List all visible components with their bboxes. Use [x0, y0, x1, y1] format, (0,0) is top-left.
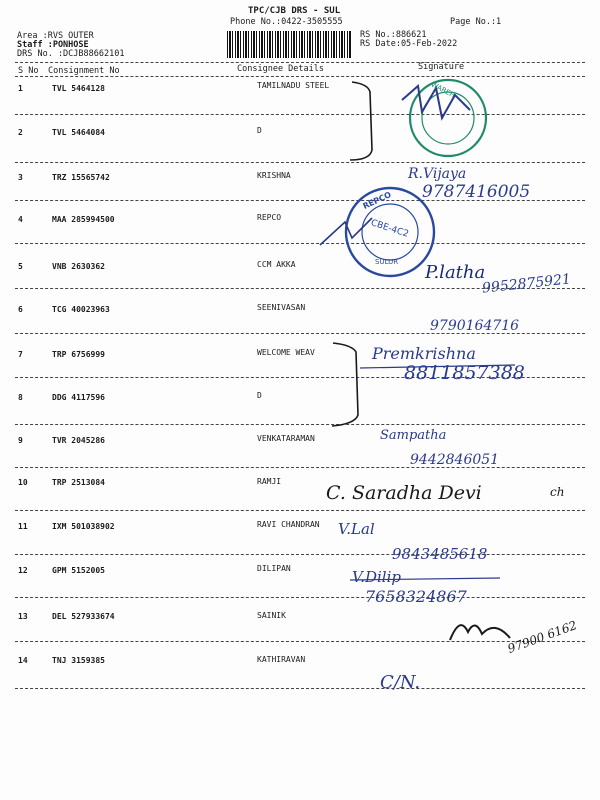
rs-date: RS Date:05-Feb-2022	[360, 39, 458, 49]
col-consignment: Consignment No	[48, 66, 120, 76]
page-number: Page No.:1	[450, 17, 502, 27]
row-consignment: MAA 285994500	[52, 215, 115, 224]
row-consignment: TNJ 3159385	[52, 656, 105, 665]
row-consignment: VNB 2630362	[52, 262, 105, 271]
col-sno: S No	[18, 66, 39, 76]
stamp-text: CBE-4C2	[369, 218, 410, 240]
bracket-mark	[350, 82, 372, 160]
row-consignment: DDG 4117596	[52, 393, 105, 402]
handwritten-phone: 9787416005	[422, 182, 531, 202]
area-label: Area :RVS OUTER	[17, 31, 94, 41]
handwritten-name: C. Saradha Devi	[326, 482, 482, 504]
stamp-text: WAREH	[429, 80, 457, 100]
row-consignee: D	[257, 126, 262, 135]
handwritten-name: P.latha	[425, 262, 486, 283]
row-sno: 3	[18, 173, 23, 182]
handwritten-name: V.Lal	[338, 520, 375, 538]
handwritten-phone: 8811857388	[404, 362, 525, 384]
row-sno: 13	[18, 612, 28, 621]
col-consignee: Consignee Details	[237, 64, 324, 74]
row-sno: 7	[18, 350, 23, 359]
row-consignee: RAVI CHANDRAN	[257, 520, 320, 529]
row-consignee: D	[257, 391, 262, 400]
drs-title: TPC/CJB DRS - SUL	[248, 6, 341, 16]
handwritten-phone: 9843485618	[392, 545, 488, 563]
row-consignment: TVR 2045286	[52, 436, 105, 445]
row-consignee: RAMJI	[257, 477, 282, 486]
rs-number: RS No.:886621	[360, 30, 427, 40]
row-sno: 12	[18, 566, 28, 575]
row-consignment: TVL 5464128	[52, 84, 105, 93]
row-consignee: DILIPAN	[257, 564, 291, 573]
handwritten-phone: 9442846051	[410, 452, 500, 468]
row-consignment: TRP 2513084	[52, 478, 105, 487]
row-consignee: WELCOME WEAV	[257, 348, 315, 357]
row-sno: 8	[18, 393, 23, 402]
signature-scribble	[450, 625, 510, 640]
handwritten-phone: 9952875921	[481, 271, 572, 297]
handwritten-phone: 9790164716	[430, 318, 520, 334]
handwritten-name: Premkrishna	[372, 344, 476, 363]
handwritten-phone: 7658324867	[365, 587, 467, 606]
row-sno: 9	[18, 436, 23, 445]
row-consignment: TRZ 15565742	[52, 173, 110, 182]
handwritten-name: V.Dilip	[352, 568, 401, 586]
row-consignee: REPCO	[257, 213, 282, 222]
col-signature: Signature	[418, 62, 465, 72]
row-consignee: KRISHNA	[257, 171, 291, 180]
row-sno: 4	[18, 215, 23, 224]
row-consignee: SAINIK	[257, 611, 286, 620]
row-consignment: IXM 501038902	[52, 522, 115, 531]
row-consignment: TVL 5464084	[52, 128, 105, 137]
row-consignment: TCG 40023963	[52, 305, 110, 314]
handwritten-name: R.Vijaya	[408, 166, 467, 182]
row-sno: 2	[18, 128, 23, 137]
handwritten-name: Sampatha	[380, 428, 447, 443]
row-consignee: KATHIRAVAN	[257, 655, 306, 664]
handwritten-extra: ch	[550, 485, 565, 499]
bracket-mark	[332, 343, 358, 426]
row-consignee: SEENIVASAN	[257, 303, 306, 312]
row-sno: 10	[18, 478, 28, 487]
row-consignment: TRP 6756999	[52, 350, 105, 359]
handwritten-note: C/N.	[380, 672, 421, 693]
phone-number: Phone No.:0422-3505555	[230, 17, 343, 27]
row-consignment: DEL 527933674	[52, 612, 115, 621]
row-sno: 11	[18, 522, 28, 531]
staff-label: Staff :PONHOSE	[17, 40, 89, 50]
row-sno: 1	[18, 84, 23, 93]
row-consignee: CCM AKKA	[257, 260, 296, 269]
row-consignee: TAMILNADU STEEL	[257, 81, 330, 90]
row-sno: 14	[18, 656, 28, 665]
stamp-text: SULUR	[375, 258, 399, 266]
row-consignee: VENKATARAMAN	[257, 434, 315, 443]
stamp-text: REPCO	[361, 190, 393, 211]
row-consignment: GPM 5152005	[52, 566, 105, 575]
row-sno: 6	[18, 305, 23, 314]
handwritten-phone: 97900 6162	[505, 618, 579, 656]
drs-number: DRS No. :DCJB88662101	[17, 49, 125, 59]
row-sno: 5	[18, 262, 23, 271]
